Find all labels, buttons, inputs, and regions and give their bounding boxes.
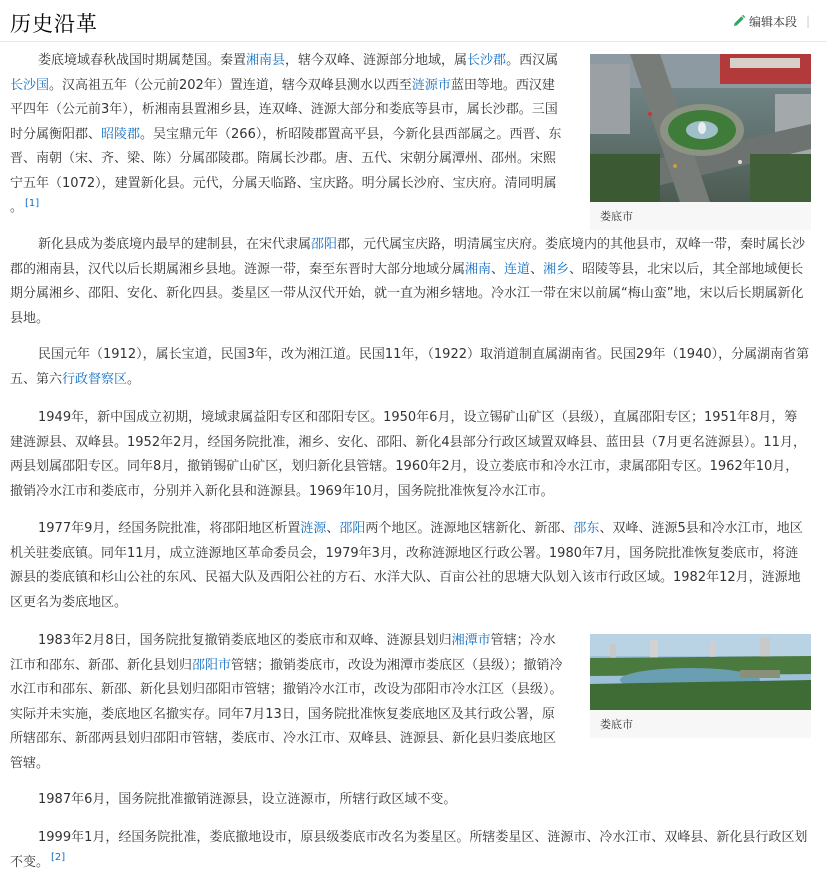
city-square-photo: [590, 54, 811, 202]
text-run: 1999年1月，经国务院批准，娄底撤地设市，原县级娄底市改名为娄星区。所辖娄星区、涟源市、冷水江市、双峰县、新化县行政区划不变。: [10, 830, 808, 870]
text-run: 1949年，新中国成立初期，境域隶属益阳专区和邵阳专区。1950年6月，设立锡矿山矿区（县级），直属邵阳专区；1951年8月，筹建涟源县、双峰县。1952年2月，经国务院批准，湘乡、安化、邵阳、新化4县部分行政区域置双峰县、蓝田县（7月更名涟源县）。11月，两县划属邵阳专区。同年8月，撤销锡矿山矿区，划归新化县管辖。1960年2月，设立娄底市和冷水江市，隶属邵阳专区。1962年10月，撤销冷水江市和娄底市，分别并入新化县和涟源县。1969年10月，国务院批准恢复冷水江市。: [10, 410, 806, 499]
inline-link[interactable]: 昭陵郡: [101, 126, 141, 142]
text-run: 娄底境域春秋战国时期属楚国。秦置: [38, 53, 247, 68]
citation-link[interactable]: [1]: [25, 197, 40, 209]
text-run: 1987年6月，国务院批准撤销涟源县，设立涟源市，所辖行政区域不变。: [38, 792, 457, 807]
text-run: 、昭陵等县，北宋以后，其全部地域便长期分属湘乡、邵阳、安化、新化四县。娄星区一带从汉代开始，就一直为湘乡辖地。冷水江一带在宋以前属“梅山蛮”地，宋以后长期属新化县地。: [10, 261, 804, 326]
paragraph-8: [10, 826, 810, 875]
text-run: 。: [127, 371, 141, 387]
text-run: 郡，元代属宝庆路，明清属宝庆府。娄底境内的其他县市，双峰一带，秦时属长沙郡的湘南县，汉代以后长期属湘乡县地。涟源一带，秦至东晋时大部分地域分属: [10, 237, 806, 277]
text-run: 。西汉属: [506, 53, 559, 68]
inline-link[interactable]: 邵阳市: [192, 657, 232, 673]
pencil-icon: [732, 14, 746, 28]
text-run: 民国元年（1912），属长宝道，民国3年，改为湘江道。民国11年，（1922）取消道制直属湖南省。民国29年（1940），分属湖南省第五、第六: [10, 347, 810, 387]
text-run: 、: [530, 261, 544, 277]
inline-link[interactable]: 湘南: [465, 261, 492, 277]
inline-link[interactable]: 连道: [504, 261, 531, 277]
inline-link[interactable]: 邵东: [573, 521, 600, 536]
text-run: 管辖；撤销娄底市，改设为湘潭市娄底区（县级）；撤销冷水江市和邵东、新邵、新化县划归邵阳市管辖；撤销冷水江市，改设为邵阳市冷水江区（县级）。实际并未实施，娄底地区名撤实存。同年7月13日，国务院批准恢复娄底地区及其行政公署，原所辖邵东、新邵两县划归邵阳市管辖，娄底市、冷水江市、双峰县、涟源县、新化县归娄底地区管辖。: [10, 657, 563, 771]
text-run: 两个地区。涟源地区辖新化、新邵、: [365, 521, 574, 536]
text-run: 1983年2月8日，国务院批复撤销娄底地区的娄底市和双峰、涟源县划归: [38, 633, 452, 648]
text-run: 1977年9月，经国务院批准，将邵阳地区析置: [38, 521, 301, 536]
inline-link[interactable]: 涟源: [300, 521, 327, 536]
paragraph-4: [10, 406, 810, 504]
inline-link[interactable]: 涟源市: [411, 77, 451, 93]
paragraph-2: [10, 233, 810, 331]
text-run: 管辖；冷水江市和邵东、新邵、新化县划归: [10, 633, 556, 673]
text-run: 、: [326, 521, 340, 536]
text-run: 蓝田等地。西汉建平四年（公元前3年），析湘南县置湘乡县，连双峰、涟源大部分和娄底等县市，属长沙郡。三国时分属衡阳郡、: [10, 77, 558, 142]
paragraph-7: [10, 788, 810, 813]
text-run: 、双峰、涟源5县和冷水江市，地区机关驻娄底镇。同年11月，成立涟源地区革命委员会，1979年3月，改称涟源地区行政公署。1980年7月，国务院批准恢复娄底市，将涟源县的娄底镇和杉山公社的东风、民福大队及西阳公社的方石、水洋大队、百亩公社的思塘大队划入该市行政区域。1982年12月，涟源地区更名为娄底地区。: [10, 521, 803, 610]
text-run: 。吴宝鼎元年（266），析昭陵郡置高平县，今新化县西部属之。西晋、东晋、南朝（宋、齐、梁、陈）分属邵陵郡。隋属长沙郡。唐、五代、宋朝分属潭州、邵州。宋熙宁五年（1072），建置新化县。元代，分属天临路、宝庆路。明分属长沙府、宝庆府。清同明属 。: [10, 126, 562, 215]
paragraph-5: [10, 517, 810, 615]
edit-section-label: 编辑本段: [748, 14, 797, 29]
paragraph-1: [10, 49, 566, 221]
figure-caption: 娄底市: [600, 718, 633, 731]
inline-link[interactable]: 湘潭市: [451, 633, 491, 648]
inline-link[interactable]: 湘南县: [246, 53, 286, 68]
figure-city-lake: [590, 634, 811, 738]
inline-link[interactable]: 长沙郡: [467, 53, 507, 68]
city-lake-photo: [590, 634, 811, 710]
text-run: 新化县成为娄底境内最早的建制县，在宋代隶属: [38, 237, 312, 252]
inline-link[interactable]: 长沙国: [10, 77, 50, 93]
figure-city-square: [590, 54, 811, 230]
edit-section-button[interactable]: [732, 12, 810, 30]
inline-link[interactable]: 邵阳: [339, 521, 366, 536]
edit-separator: |: [805, 14, 810, 28]
text-run: 。汉高祖五年（公元前202年）置连道，辖今双峰县测水以西至: [49, 77, 412, 93]
citation-link[interactable]: [2]: [51, 852, 66, 864]
text-run: 、: [491, 261, 505, 277]
section-header: [0, 0, 826, 42]
inline-link[interactable]: 邵阳: [311, 237, 338, 252]
paragraph-3: [10, 343, 810, 392]
section-title: 历史沿革: [10, 12, 98, 36]
inline-link[interactable]: 行政督察区: [62, 371, 128, 387]
text-run: ，辖今双峰、涟源部分地域，属: [285, 53, 468, 68]
paragraph-6: [10, 629, 566, 776]
inline-link[interactable]: 湘乡: [543, 261, 570, 277]
figure-caption: 娄底市: [600, 210, 633, 223]
